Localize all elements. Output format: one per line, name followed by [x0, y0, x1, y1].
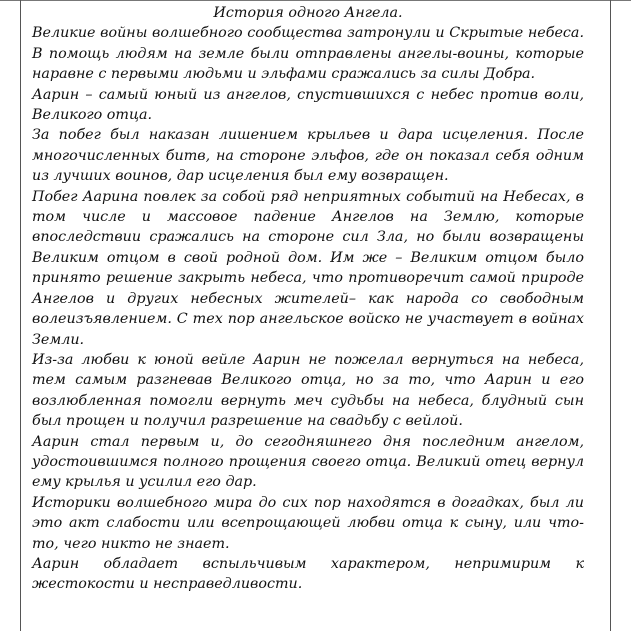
- paragraph-5: Из-за любви к юной вейле Аарин не пожелал вернуться на небеса, тем самым разгневав Великого отца, но за то, что Аарин и его возлюбленная помогли вернуть меч судьбы на небеса, блудный сын был прощен и получил разрешение на свадьбу с вейлой.: [32, 351, 584, 430]
- document-body: [32, 3, 584, 595]
- paragraph-7: Историки волшебного мира до сих пор находятся в догадках, был ли это акт слабости или всепрощающей любви отца к сыну, или что-то, чего никто не знает.: [32, 494, 584, 552]
- paragraph-3: За побег был наказан лишением крыльев и дара исцеления. После многочисленных битв, на стороне эльфов, где он показал себя одним из лучших воинов, дар исцеления был ему возвращен.: [32, 127, 584, 185]
- paragraph-8: Аарин обладает вспыльчивым характером, непримирим к жестокости и несправедливости.: [32, 555, 584, 593]
- paragraph-4: Побег Аарина повлек за собой ряд неприятных событий на Небесах, в том числе и массовое падение Ангелов на Землю, которые впоследствии сражались на стороне сил Зла, но были возвращены Великим отцом в свой родной дом. Им же – Великим отцом было принято решение закрыть небеса, что противоречит самой природе Ангелов и других небесных жителей– как народа со свободным волеизъявлением. С тех пор ангельское войско не участвует в войнах Земли.: [32, 188, 584, 348]
- paragraph-1: Великие войны волшебного сообщества затронули и Скрытые небеса. В помощь людям на земле были отправлены ангелы-воины, которые наравне с первыми людьми и эльфами сражались за силы Добра.: [32, 25, 584, 83]
- paragraph-6: Аарин стал первым и, до сегодняшнего дня последним ангелом, удостоившимся полного прощения своего отца. Великий отец вернул ему крылья и усилил его дар.: [32, 433, 584, 491]
- paragraph-2: Аарин – самый юный из ангелов, спустившихся с небес против воли, Великого отца.: [32, 86, 584, 124]
- document-title: История одного Ангела.: [213, 5, 403, 21]
